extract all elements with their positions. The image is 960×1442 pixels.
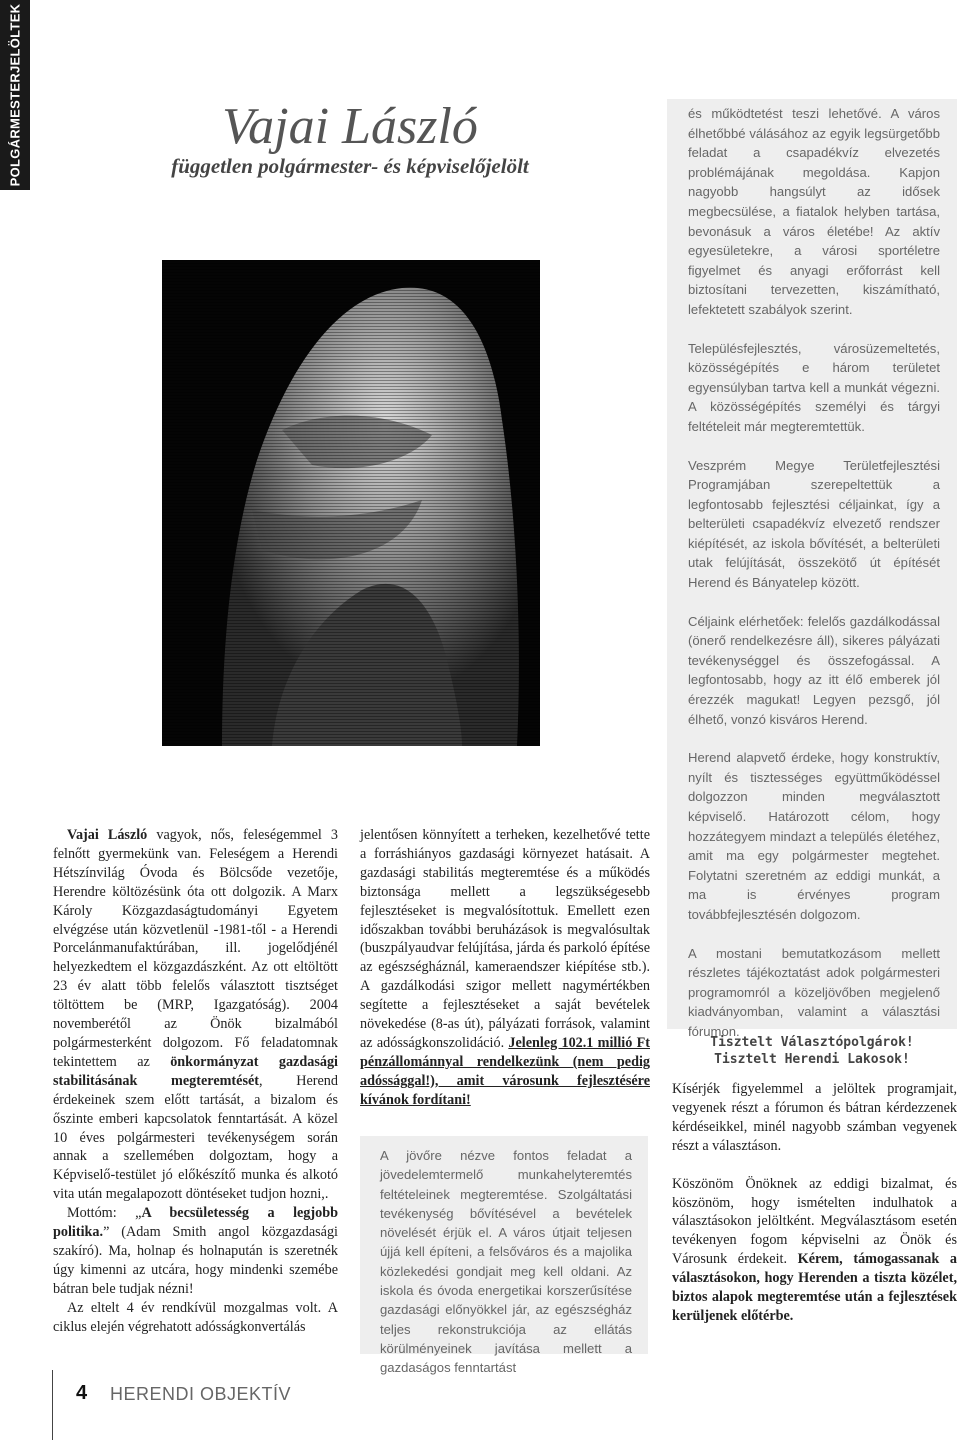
middle-column-text bbox=[360, 826, 650, 1110]
footer-divider bbox=[52, 1370, 53, 1440]
page-number: 4 bbox=[76, 1382, 88, 1404]
paragraph: Herend alapvető érdeke, hogy konstruktív, nyílt és tisztességes együttműködéssel dolgozzon minden megválasztott képviselő. Határozott célom, hogy hozzátegyem mindazt a település életéhez, amit ma egy polgármester megtehet. Folytatni szeretném az eddigi munkát, a ma is érvényes program továbbfejlesztésén dolgozom. bbox=[688, 750, 940, 922]
candidate-name: Vajai László bbox=[222, 98, 478, 155]
paragraph: jelentősen könnyített a terheken, kezelhetővé tette a forráshiányos gazdasági környezet hatásait. A gazdasági stabilitás megteremtése és a működés biztonsága mellett a legszükségesebb fejlesztéseket is megvalósítottuk. Emellett ezen időszakban további beruházások is megvalósultak (buszpályaudvar felújítása, járda és parkoló építése az egészségháznál, kameraendszer kiépítése stb.). A gazdálkodási szigor mellett nagymértékben segítette a fejlesztéseket a saját bevételek növekedése (8-as út), pályázati források, valamint az adósságkonszolidáció. Jelenleg 102.1 millió Ft pénzállománnyal rendelkezünk (nem pedig adóssággal!), amit városunk fejlesztésére kívánok fordítani! bbox=[360, 827, 650, 1108]
paragraph: Céljaink elérhetőek: felelős gazdálkodással (önerő rendelkezésre áll), sikeres pályázati tevékenységgel és összefogással. A legfontosabb, hogy az itt élő emberek jól érezzék magukat! Legyen pezsgő, jól élhető, vonzó kisváros Herend. bbox=[688, 613, 940, 727]
candidate-subtitle: független polgármester- és képviselőjelölt bbox=[171, 154, 529, 178]
left-column-text bbox=[53, 826, 338, 1336]
bold-text: önkormányzat gazdasági stabilitásának megteremtését bbox=[53, 1053, 338, 1089]
bold-text: A becsületesség a legjobb politika. bbox=[53, 1205, 338, 1241]
bold-text: Vajai László bbox=[67, 827, 148, 843]
right-column-text bbox=[688, 104, 940, 1061]
section-tab-label: POLGÁRMESTERJELÖLTEK bbox=[7, 3, 23, 187]
middle-box-text: A jövőre nézve fontos feladat a jövedelemtermelő munkahelyteremtés feltételeinek megteremtése. Szolgáltatási tevékenység bővítésével a bevételek növelését érjük el. A város útjait teljesen újjá kell építeni, a felsőváros és a majolika közlekedési gondjait meg kell oldani. Az iskola és óvoda energetikai korszerűsítése gazdasági előnyökkel jár, az egészségház teljes rekonstrukciója az ellátás körülményeinek javítása mellett a gazdaságos fenntartást bbox=[380, 1148, 632, 1376]
greeting-line: Tisztelt Herendi Lakosok! bbox=[714, 1052, 910, 1067]
magazine-name: HERENDI OBJEKTÍV bbox=[110, 1384, 292, 1404]
bold-text: Kérem, támogassanak a választásokon, hogy Herenden a tiszta közélet, biztos alapok megteremtése után a fejlesztések kerüljenek előtérbe. bbox=[672, 1251, 957, 1324]
portrait-image bbox=[162, 260, 540, 746]
greeting-line: Tisztelt Választópolgárok! bbox=[710, 1035, 914, 1050]
paragraph: Településfejlesztés, városüzemeltetés, közösségépítés e három területet egyensúlyban tartva kell a munkát végezni. A közösségépítés személyi és tárgyi feltételeit már megteremtettük. bbox=[688, 340, 940, 434]
paragraph: és működtetést teszi lehetővé. A város élhetőbbé válásához az egyik legsürgetőbb feladat a csapadékvíz elvezetés problémájának megoldása. Kapjon nagyobb hangsúlyt az idősek megbecsülése, a fiatalok helyben tartása, bevonásuk a város életébe! Az aktív egyesületekre, a városi sportéletre figyelmet és anyagi erőforrást kell biztosítani tervezetten, kiszámítható, lefektetett szabályok szerint. bbox=[688, 106, 940, 317]
paragraph: Köszönöm Önöknek az eddigi bizalmat, és köszönöm, hogy ismételten indulhatok a választásokon jelöltként. Megválasztásom esetén tevékenyen fogom képviselni az Önök és Városunk érdekeit. Kérem, támogassanak a választásokon, hogy Herenden a tiszta közélet, biztos alapok megteremtése után a fejlesztések kerüljenek előtérbe. bbox=[672, 1175, 957, 1324]
paragraph: Mottóm: „A becsületesség a legjobb politika.” (Adam Smith angol közgazdasági szakíró). Ma, holnap és holnapután is szeretnék úgy kimenni az utcára, hogy mindenki szemébe bátran bele tudjak nézni! bbox=[53, 1205, 338, 1297]
paragraph: Vajai László vagyok, nős, feleségemmel 3 felnőtt gyermekünk van. Feleségem a Herendi Hétszínvilág Óvoda és Bölcsőde vezetője, Herendre költözésünk óta ott dolgozik. A Marx Károly Közgazdaságtudományi Egyetem elvégzése után közvetlenül -1981-től - a Herendi Porcelánmanufaktúrában, ill. jogelődjénél helyezkedtem el közgazdászként. Az ott eltöltött 23 év alatt több felelős választott tisztséget töltöttem be (MRP, Igazgatóság). 2004 novemberétől az Önök bizalmából polgármesterként dolgozom. Fő feladatomnak tekintettem az önkormányzat gazdasági stabilitásának megteremtését, Herend érdekeinek szem előtt tartását, a bizalom és őszinte emberi kapcsolatok fenntartását. A közel 10 éves polgármesteri tevékenységem során annak a szellemében dolgoztam, hogy a Képviselő-testület jó előkészítő munka és alkotó vita után megalapozott döntéseket tudjon hozni,. bbox=[53, 827, 338, 1203]
candidate-photo bbox=[162, 260, 540, 746]
paragraph: A mostani bemutatkozásom mellett részletes tájékoztatást adok polgármesteri programomról a közeljövőben megjelenő kiadványomban, valamint a választási fórumon. bbox=[688, 945, 940, 1039]
highlighted-text: Jelenleg 102.1 millió Ft pénzállománnyal rendelkezünk (nem pedig adóssággal!), amit városunk fejlesztésére kívánok fordítani! bbox=[360, 1034, 650, 1108]
closing-text bbox=[672, 1080, 957, 1345]
paragraph: Az eltelt 4 év rendkívül mozgalmas volt. A ciklus elején végrehatott adósságkonvertálás bbox=[53, 1299, 338, 1335]
paragraph: Kísérjék figyelemmel a jelöltek programjait, vegyenek részt a fórumon és bátran kérdezzenek kérdéseikkel, minél nagyobb számban vegyenek részt a választáson. bbox=[672, 1081, 957, 1154]
paragraph: Veszprém Megye Területfejlesztési Programjában szerepeltettük a legfontosabb fejlesztési céljainkat, így a belterületi csapadékvíz elvezető rendszer kiépítését, az iskola bővítését, a belterületi utak felújítását, összekötő út építését Herend és Bányatelep között. bbox=[688, 457, 940, 591]
greeting bbox=[672, 1034, 952, 1068]
section-tab bbox=[0, 0, 30, 190]
